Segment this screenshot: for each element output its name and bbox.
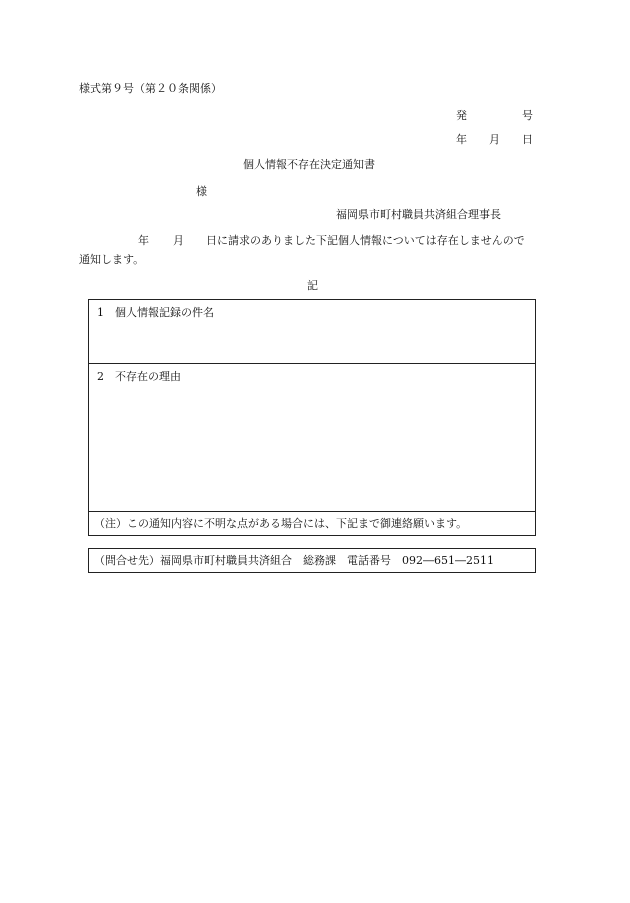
- ki-heading: 記: [307, 279, 318, 292]
- contact-box: [88, 548, 536, 573]
- contact-text: （問合せ先）福岡県市町村職員共済組合 総務課 電話番号 092―651―2511: [94, 554, 494, 567]
- date-year: 年: [456, 133, 467, 146]
- issue-number-label-right: 号: [522, 109, 533, 122]
- body-text-line1: 日に請求のありました下記個人情報については存在しませんので: [206, 234, 525, 247]
- issuer-name: 福岡県市町村職員共済組合理事長: [336, 208, 501, 221]
- document-title: 個人情報不存在決定通知書: [243, 158, 375, 171]
- note-text: （注）この通知内容に不明な点がある場合には、下記まで御連絡願います。: [94, 517, 468, 530]
- row-divider-2: [89, 511, 535, 512]
- date-day: 日: [522, 133, 533, 146]
- body-text-line2: 通知します。: [79, 253, 145, 266]
- details-table: [88, 299, 536, 536]
- issue-number-label-left: 発: [456, 109, 467, 122]
- date-month: 月: [489, 133, 500, 146]
- body-month: 月: [173, 234, 184, 247]
- form-number: 様式第９号（第２０条関係）: [79, 82, 222, 95]
- row-divider-1: [89, 363, 535, 364]
- row1-label: 1 個人情報記録の件名: [97, 306, 214, 319]
- row2-label: 2 不存在の理由: [97, 370, 181, 383]
- body-year: 年: [138, 234, 149, 247]
- addressee-suffix: 様: [196, 185, 207, 198]
